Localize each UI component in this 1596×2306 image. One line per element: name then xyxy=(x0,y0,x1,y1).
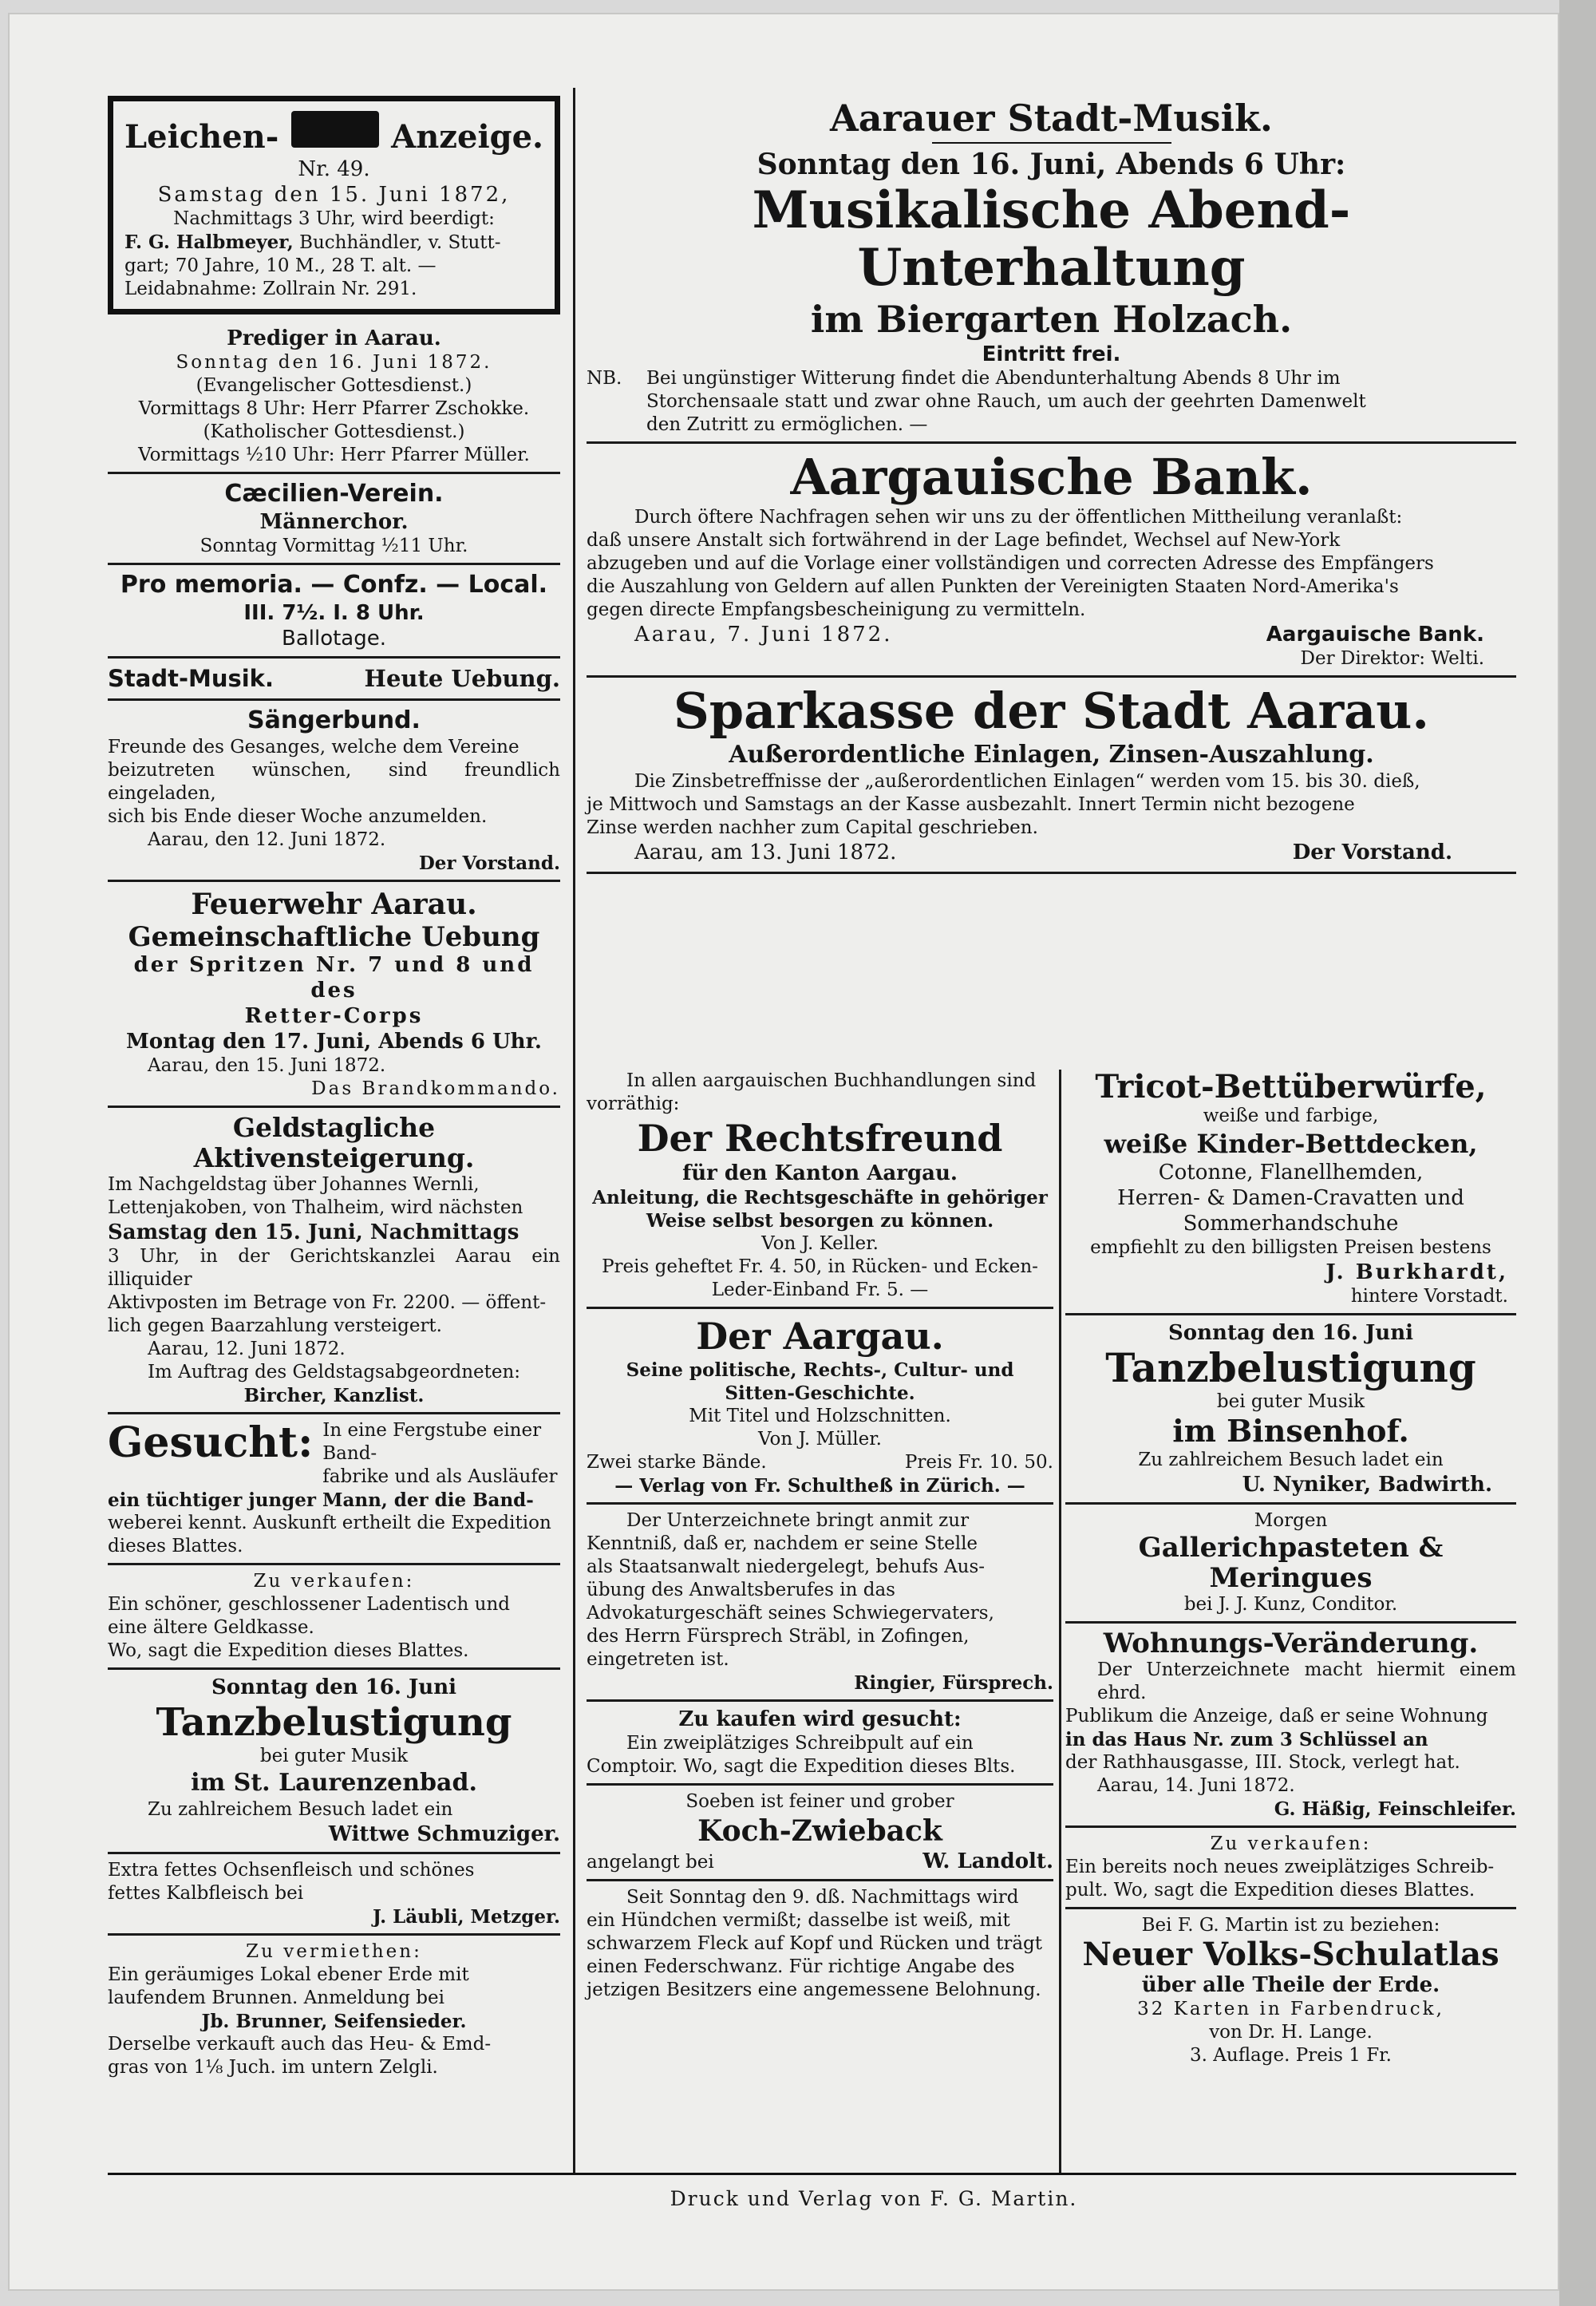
pred-l3: Vormittags 8 Uhr: Herr Pfarrer Zschokke. xyxy=(138,398,530,419)
tricot-l4: Herren- & Damen-Cravatten und xyxy=(1117,1186,1464,1210)
obit-date: Samstag den 15. Juni 1872, xyxy=(157,183,511,207)
gesucht-title: Gesucht: xyxy=(108,1418,314,1467)
verkaufen2-l2: pult. Wo, sagt die Expedition dieses Blattes. xyxy=(1065,1880,1476,1901)
anwalt-l7: eingetreten ist. xyxy=(587,1649,729,1670)
stadt-musik-label: Stadt-Musik. xyxy=(108,665,274,692)
sparkasse-l1: Die Zinsbetreffnisse der „außerordentlichen Einlagen“ werden vom 15. bis 30. dieß, xyxy=(634,771,1420,792)
footer-imprint: Druck und Verlag von F. G. Martin. xyxy=(670,2187,1078,2210)
kaufen-l1: Ein zweiplätziges Schreibpult auf ein xyxy=(626,1733,974,1754)
obit-time: Nachmittags 3 Uhr, wird beerdigt: xyxy=(173,208,495,229)
caecilien-sub: Männerchor. xyxy=(259,510,409,534)
geldstag-l7: Aarau, 12. Juni 1872. xyxy=(148,1339,346,1359)
bank-l2: daß unsere Anstalt sich fortwährend in der Lage befindet, Wechsel auf New-York xyxy=(587,530,1341,551)
obit-rest1: Buchhändler, v. Stutt- xyxy=(299,232,501,253)
bank-l3: abzugeben und auf die Vorlage einer vollständigen und correcten Adresse des Empfängers xyxy=(587,553,1434,574)
wohnung-l1: Der Unterzeichnete macht hiermit einem ehrd. xyxy=(1097,1659,1516,1703)
wohnung-l4: der Rathhausgasse, III. Stock, verlegt hat. xyxy=(1065,1752,1460,1773)
wohnung-l3: in das Haus Nr. zum 3 Schlüssel an xyxy=(1065,1729,1428,1750)
geldstag-l8: Im Auftrag des Geldstagsabgeordneten: xyxy=(147,1362,521,1382)
anwalt-l6: des Herrn Fürsprech Sträbl, in Zofingen, xyxy=(587,1626,970,1647)
tanz2-l4: Zu zahlreichem Besuch ladet ein xyxy=(1138,1450,1444,1470)
geldstag-l6: lich gegen Baarzahlung versteigert. xyxy=(108,1315,442,1336)
vermiethen-title: Zu vermiethen: xyxy=(246,1941,422,1962)
verkaufen2-title: Zu verkaufen: xyxy=(1210,1833,1372,1854)
bank-l5: gegen directe Empfangsbescheinigung zu vermitteln. xyxy=(587,599,1086,620)
tanz1-l4: Zu zahlreichem Besuch ladet ein xyxy=(148,1799,453,1820)
saengerbund-l1: Freunde des Gesanges, welche dem Vereine xyxy=(108,737,519,757)
saengerbund-l2: beizutreten wünschen, sind freundlich eingeladen, xyxy=(108,760,560,804)
caecilien-line: Sonntag Vormittag ½11 Uhr. xyxy=(200,536,468,556)
zwieback-sig: W. Landolt. xyxy=(922,1849,1053,1873)
tanz2-title: Tanzbelustigung xyxy=(1105,1344,1476,1391)
aargau-verlag: — Verlag von Fr. Schultheß in Zürich. — xyxy=(614,1475,1025,1497)
hund-l4: einen Federschwanz. Für richtige Angabe des xyxy=(587,1956,1015,1977)
tanz1-l2: bei guter Musik xyxy=(259,1746,409,1766)
saengerbund-title: Sängerbund. xyxy=(247,706,421,734)
gallerich-title: Gallerichpasteten & Meringues xyxy=(1138,1532,1444,1594)
musik-eintritt: Eintritt frei. xyxy=(982,342,1121,366)
tanz2-l3: im Binsenhof. xyxy=(1172,1413,1409,1449)
recht-author: Von J. Keller. xyxy=(761,1233,879,1254)
aargau-title: Der Aargau. xyxy=(696,1315,944,1358)
recht-p2: Leder-Einband Fr. 5. — xyxy=(711,1280,929,1300)
atlas-l2: 32 Karten in Farbendruck, xyxy=(1137,1999,1444,2019)
ochsen-l2: fettes Kalbfleisch bei xyxy=(108,1883,304,1904)
recht-title: Der Rechtsfreund xyxy=(637,1117,1003,1160)
musik-title: Aarauer Stadt-Musik. xyxy=(830,97,1273,140)
column-rule-mid xyxy=(1059,1070,1061,2173)
tanz2-l2: bei guter Musik xyxy=(1216,1391,1365,1412)
gesucht-l1: In eine Fergstube einer Band- xyxy=(322,1420,542,1464)
pred-l5: Vormittags ½10 Uhr: Herr Pfarrer Müller. xyxy=(138,445,530,465)
gesucht-l2: fabrike und als Ausläufer xyxy=(322,1466,558,1487)
verkaufen1-l3: Wo, sagt die Expedition dieses Blattes. xyxy=(108,1640,469,1661)
tricot-sig2: hintere Vorstadt. xyxy=(1350,1286,1508,1307)
pred-l4: (Katholischer Gottesdienst.) xyxy=(203,421,465,442)
column-rule-left xyxy=(573,88,575,2173)
coffin-icon xyxy=(291,111,379,148)
tricot-l5: Sommerhandschuhe xyxy=(1183,1212,1399,1236)
zwieback-l1: Soeben ist feiner und grober xyxy=(685,1791,954,1812)
anwalt-l1: Der Unterzeichnete bringt anmit zur xyxy=(626,1510,970,1531)
saengerbund-sig: Der Vorstand. xyxy=(418,852,560,874)
gesucht-l3: ein tüchtiger junger Mann, der die Band- xyxy=(108,1489,534,1511)
bank-l1: Durch öftere Nachfragen sehen wir uns zu der öffentlichen Mittheilung veranlaßt: xyxy=(634,507,1403,528)
hund-l2: ein Hündchen vermißt; dasselbe ist weiß, mit xyxy=(587,1910,1010,1931)
atlas-sub: über alle Theile der Erde. xyxy=(1141,1973,1440,1997)
obit-head-left: Leichen- xyxy=(124,118,279,156)
tricot-l1: weiße und farbige, xyxy=(1203,1106,1379,1126)
wohnung-title: Wohnungs-Veränderung. xyxy=(1103,1628,1479,1659)
geldstag-l2: Lettenjakoben, von Thalheim, wird nächsten xyxy=(108,1197,523,1218)
geldstag-l1: Im Nachgeldstag über Johannes Wernli, xyxy=(108,1174,480,1195)
anwalt-l4: übung des Anwaltsberufes in das xyxy=(587,1580,895,1600)
recht-a1: Anleitung, die Rechtsgeschäfte in gehöriger xyxy=(592,1187,1048,1208)
musik-nb: NB. xyxy=(587,368,622,389)
ochsen-sig: J. Läubli, Metzger. xyxy=(373,1906,560,1928)
obit-rest3: Leidabnahme: Zollrain Nr. 291. xyxy=(124,279,417,299)
saengerbund-l3: sich bis Ende dieser Woche anzumelden. xyxy=(108,806,488,827)
bank-l4: die Auszahlung von Geldern auf allen Punkten der Vereinigten Staaten Nord-Amerika's xyxy=(587,576,1399,597)
recht-l1: In allen aargauischen Buchhandlungen sind xyxy=(626,1070,1037,1091)
verkaufen1-l1: Ein schöner, geschlossener Ladentisch und xyxy=(108,1594,511,1615)
hund-l3: schwarzem Fleck auf Kopf und Rücken und trägt xyxy=(587,1933,1043,1954)
gesucht-l5: dieses Blattes. xyxy=(108,1536,243,1556)
sparkasse-l2: je Mittwoch und Samstags an der Kasse ausbezahlt. Innert Termin nicht bezogene xyxy=(587,794,1355,815)
hund-l5: jetzigen Besitzers eine angemessene Belohnung. xyxy=(587,1980,1041,2000)
pro-memoria-l1: III. 7½. I. 8 Uhr. xyxy=(243,601,425,625)
musik-n1: Bei ungünstiger Witterung findet die Abendunterhaltung Abends 8 Uhr im xyxy=(646,368,1341,389)
feuerwehr-l4: Aarau, den 15. Juni 1872. xyxy=(148,1055,386,1076)
vermiethen-l3: Jb. Brunner, Seifensieder. xyxy=(201,2011,467,2032)
geldstag-l4: 3 Uhr, in der Gerichtskanzlei Aarau ein illiquider xyxy=(108,1246,560,1290)
bank-sig: Aargauische Bank. xyxy=(1266,623,1484,647)
anwalt-l2: Kenntniß, daß er, nachdem er seine Stelle xyxy=(587,1533,978,1554)
tanz1-title: Tanzbelustigung xyxy=(156,1700,512,1745)
vermiethen-l2: laufendem Brunnen. Anmeldung bei xyxy=(108,1988,444,2008)
pred-l1: Sonntag den 16. Juni 1872. xyxy=(176,352,492,373)
musik-heading: Musikalische Abend-Unterhaltung xyxy=(752,180,1351,298)
zwieback-l2: angelangt bei xyxy=(587,1852,714,1873)
atlas-l4: 3. Auflage. Preis 1 Fr. xyxy=(1190,2045,1392,2066)
pred-title: Prediger in Aarau. xyxy=(227,326,441,350)
geldstag-l3: Samstag den 15. Juni, Nachmittags xyxy=(108,1220,519,1244)
musik-date: Sonntag den 16. Juni, Abends 6 Uhr: xyxy=(757,148,1346,181)
tanz1-l3: im St. Laurenzenbad. xyxy=(191,1769,477,1797)
atlas-l3: von Dr. H. Lange. xyxy=(1209,2022,1373,2043)
sparkasse-sig: Der Vorstand. xyxy=(1292,841,1452,864)
aargau-s1: Seine politische, Rechts-, Cultur- und xyxy=(626,1359,1014,1381)
sparkasse-l3: Zinse werden nachher zum Capital geschrieben. xyxy=(587,817,1038,838)
geldstag-sig: Bircher, Kanzlist. xyxy=(243,1385,425,1406)
page-edge-shadow xyxy=(1559,0,1596,2306)
tanz2-sig: U. Nyniker, Badwirth. xyxy=(1242,1473,1492,1497)
kaufen-l2: Comptoir. Wo, sagt die Expedition dieses Blts. xyxy=(587,1756,1016,1777)
tanz1-date: Sonntag den 16. Juni xyxy=(211,1675,456,1699)
tanz2-date: Sonntag den 16. Juni xyxy=(1168,1321,1413,1345)
geldstag-l5: Aktivposten im Betrage von Fr. 2200. — öffent- xyxy=(108,1292,547,1313)
sparkasse-date: Aarau, am 13. Juni 1872. xyxy=(634,841,897,864)
aargau-s2: Sitten-Geschichte. xyxy=(725,1382,915,1404)
vermiethen-l4: Derselbe verkauft auch das Heu- & Emd- xyxy=(108,2034,492,2055)
far-right-column xyxy=(1065,1070,1516,2067)
feuerwehr-l3: Montag den 17. Juni, Abends 6 Uhr. xyxy=(126,1030,542,1054)
ochsen-l1: Extra fettes Ochsenfleisch und schönes xyxy=(108,1860,475,1881)
tricot-l6: empfiehlt zu den billigsten Preisen bestens xyxy=(1090,1237,1491,1258)
verkaufen1-title: Zu verkaufen: xyxy=(253,1571,415,1592)
feuerwehr-sig: Das Brandkommando. xyxy=(311,1078,560,1099)
tricot-l2: weiße Kinder-Bettdecken, xyxy=(1104,1129,1478,1159)
zwieback-title: Koch-Zwieback xyxy=(697,1814,942,1848)
stadt-musik-uebung: Heute Uebung. xyxy=(364,665,560,692)
feuerwehr-l1: der Spritzen Nr. 7 und 8 und des xyxy=(133,953,535,1003)
tricot-sig: J. Burkhardt, xyxy=(1325,1260,1508,1284)
recht-sub: für den Kanton Aargau. xyxy=(682,1161,958,1185)
wohnung-sig: G. Häßig, Feinschleifer. xyxy=(1274,1798,1516,1820)
recht-p1: Preis geheftet Fr. 4. 50, in Rücken- und Ecken- xyxy=(602,1256,1038,1277)
kaufen-title: Zu kaufen wird gesucht: xyxy=(678,1707,962,1731)
aargau-p1: Zwei starke Bände. xyxy=(587,1452,767,1473)
feuerwehr-sub: Gemeinschaftliche Uebung xyxy=(128,921,540,953)
sparkasse-title: Sparkasse der Stadt Aarau. xyxy=(674,682,1429,740)
middle-column xyxy=(587,1070,1053,2002)
bank-sig2: Der Direktor: Welti. xyxy=(1300,648,1484,669)
caecilien-title: Cæcilien-Verein. xyxy=(224,480,444,508)
atlas-title: Neuer Volks-Schulatlas xyxy=(1082,1936,1499,1973)
aargau-l1: Mit Titel und Holzschnitten. xyxy=(689,1406,951,1426)
musik-heading2: im Biergarten Holzach. xyxy=(810,298,1293,341)
verkaufen2-l1: Ein bereits noch neues zweiplätziges Schreib- xyxy=(1065,1857,1495,1877)
obit-name: F. G. Halbmeyer, xyxy=(124,231,294,253)
verkaufen1-l2: eine ältere Geldkasse. xyxy=(108,1617,314,1638)
wohnung-l2: Publikum die Anzeige, daß er seine Wohnung xyxy=(1065,1706,1488,1727)
hund-l1: Seit Sonntag den 9. dß. Nachmittags wird xyxy=(626,1887,1019,1908)
left-column xyxy=(108,96,560,2079)
tricot-l3: Cotonne, Flanellhemden, xyxy=(1158,1161,1424,1185)
geldstag-title: Geldstagliche Aktivensteigerung. xyxy=(193,1112,475,1173)
sparkasse-sub: Außerordentliche Einlagen, Zinsen-Auszahlung. xyxy=(729,741,1374,769)
anwalt-l3: als Staatsanwalt niedergelegt, behufs Aus- xyxy=(587,1556,986,1577)
right-column xyxy=(587,96,1516,879)
pro-memoria-l2: Ballotage. xyxy=(281,627,386,651)
aargau-p2: Preis Fr. 10. 50. xyxy=(904,1452,1053,1473)
feuerwehr-l2: Retter-Corps xyxy=(244,1004,424,1028)
recht-l2: vorräthig: xyxy=(587,1094,680,1114)
anwalt-l5: Advokaturgeschäft seines Schwiegervaters, xyxy=(587,1603,994,1624)
gallerich-l2: bei J. J. Kunz, Conditor. xyxy=(1183,1594,1398,1615)
pro-memoria-title: Pro memoria. — Confz. — Local. xyxy=(120,571,548,599)
vermiethen-l1: Ein geräumiges Lokal ebener Erde mit xyxy=(108,1964,469,1985)
obit-no: Nr. 49. xyxy=(298,157,370,181)
obituary-box xyxy=(108,96,560,314)
tanz1-sig: Wittwe Schmuziger. xyxy=(328,1822,560,1846)
vermiethen-l5: gras von 1⅛ Juch. im untern Zelgli. xyxy=(108,2057,438,2078)
gallerich-l1: Morgen xyxy=(1254,1510,1328,1531)
gesucht-l4: weberei kennt. Auskunft ertheilt die Expedition xyxy=(108,1513,551,1533)
aargau-author: Von J. Müller. xyxy=(758,1429,882,1450)
bank-date: Aarau, 7. Juni 1872. xyxy=(634,623,893,647)
wohnung-date: Aarau, 14. Juni 1872. xyxy=(1097,1775,1295,1796)
bank-title: Aargauische Bank. xyxy=(790,448,1313,506)
musik-n2: Storchensaale statt und zwar ohne Rauch, um auch der geehrten Damenwelt xyxy=(646,391,1366,412)
recht-a2: Weise selbst besorgen zu können. xyxy=(646,1210,994,1232)
tricot-title: Tricot-Bettüberwürfe, xyxy=(1095,1068,1487,1106)
obit-rest2: gart; 70 Jahre, 10 M., 28 T. alt. — xyxy=(124,255,437,276)
atlas-l1: Bei F. G. Martin ist zu beziehen: xyxy=(1141,1915,1440,1936)
obit-head-right: Anzeige. xyxy=(391,118,543,156)
saengerbund-l4: Aarau, den 12. Juni 1872. xyxy=(148,829,386,850)
anwalt-sig: Ringier, Fürsprech. xyxy=(854,1672,1053,1694)
musik-n3: den Zutritt zu ermöglichen. — xyxy=(646,414,928,435)
bottom-rule xyxy=(108,2173,1516,2175)
feuerwehr-title: Feuerwehr Aarau. xyxy=(191,888,477,921)
pred-l2: (Evangelischer Gottesdienst.) xyxy=(196,375,472,396)
